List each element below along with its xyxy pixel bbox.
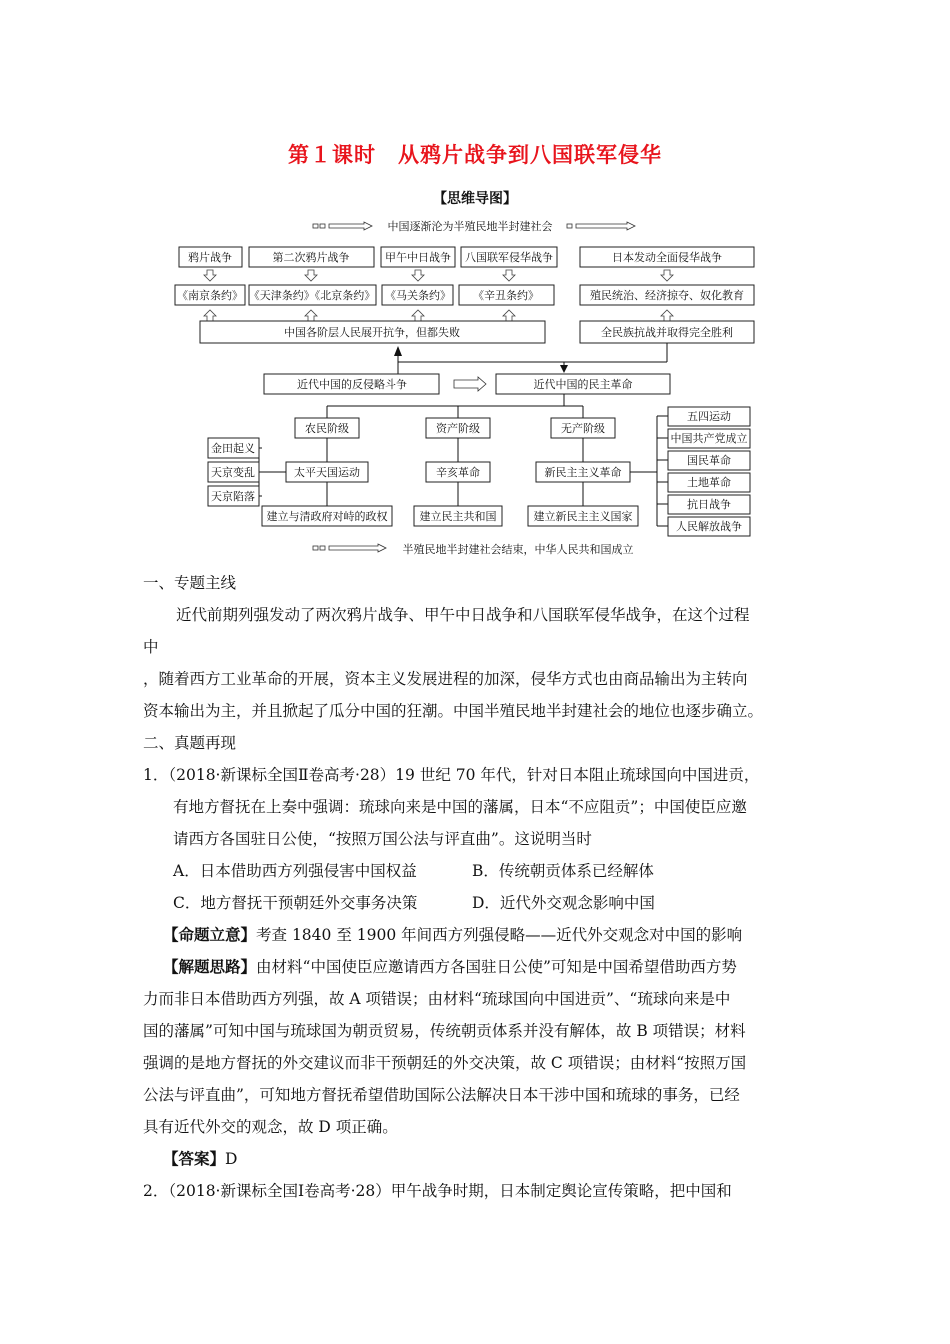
proletariat-event-2: 中国共产党成立 <box>670 432 748 445</box>
analysis-line: 国的藩属”可知中国与琉球国为朝贡贸易，传统朝贡体系并没有解体，故 B 项错误；材料 <box>143 1022 746 1040</box>
class-label-3: 无产阶级 <box>561 422 605 435</box>
question-2-line: 2．（2018·新课标全国Ⅰ卷高考·28）甲午战争时期，日本制定舆论宣传策略，把中国和 <box>143 1182 732 1200</box>
movement-label-2: 辛亥革命 <box>436 466 480 479</box>
revolution-label: 近代中国的民主革命 <box>533 378 633 391</box>
option-b: B．传统朝贡体系已经解体 <box>472 862 654 880</box>
analysis-label: 【解题思路】 <box>163 957 257 976</box>
page-title: 第１课时 从鸦片战争到八国联军侵华 <box>288 143 662 167</box>
proletariat-event-1: 五四运动 <box>687 410 731 423</box>
analysis-line: 公法与评直曲”，可知地方督抚希望借助国际公法解决日本干涉中国和琉球的事务，已经 <box>143 1086 740 1104</box>
class-label-1: 农民阶级 <box>305 422 349 435</box>
treaty-label-2: 《天津条约》《北京条约》 <box>248 289 376 302</box>
question-1-line: 1．（2018·新课标全国Ⅱ卷高考·28）19 世纪 70 年代，针对日本阻止琉球国向中国进贡， <box>143 766 760 784</box>
resistance-label: 中国各阶层人民展开抗争，但都失败 <box>284 326 460 339</box>
proletariat-event-6: 人民解放战争 <box>676 520 742 533</box>
war-boxes <box>179 247 754 267</box>
question-1-line: 请西方各国驻日公使，“按照万国公法与评直曲”。这说明当时 <box>173 830 592 848</box>
up-arrows <box>204 310 673 321</box>
intent-label: 【命题立意】 <box>163 925 257 944</box>
analysis-line: 力而非日本借助西方列强，故 A 项错误；由材料“琉球国向中国进贡”、“琉球向来是中 <box>143 990 731 1008</box>
top-banner-text: 中国逐渐沦为半殖民地半封建社会 <box>387 220 553 233</box>
peasant-event-1: 金田起义 <box>211 442 255 455</box>
section-heading-2: 二、真题再现 <box>143 734 237 752</box>
option-d: D．近代外交观念影响中国 <box>472 894 655 912</box>
para-line: 中 <box>143 638 159 656</box>
treaty-label-4: 《辛丑条约》 <box>473 289 539 302</box>
treaty-label-1: 《南京条约》 <box>177 289 243 302</box>
option-row <box>143 855 843 887</box>
movement-label-3: 新民主主义革命 <box>544 466 622 479</box>
answer-label: 【答案】 <box>163 1149 226 1168</box>
analysis-line: 强调的是地方督抚的外交建议而非干预朝廷的外交决策，故 C 项错误；由材料“按照万国 <box>143 1054 747 1072</box>
result-label-1: 建立与清政府对峙的政权 <box>266 510 388 523</box>
para-line: ，随着西方工业革命的开展，资本主义发展进程的加深，侵华方式也由商品输出为主转向 <box>143 670 748 688</box>
intent-text: 考查 1840 至 1900 年间西方列强侵略——近代外交观念对中国的影响 <box>256 926 743 944</box>
movement-label-1: 太平天国运动 <box>294 466 360 479</box>
result-label-2: 建立民主共和国 <box>419 510 497 523</box>
war-label-2: 第二次鸦片战争 <box>272 251 350 264</box>
war-label-1: 鸦片战争 <box>188 251 232 264</box>
down-arrows <box>204 270 673 281</box>
war-label-4: 八国联军侵华战争 <box>465 251 553 264</box>
para-line: 近代前期列强发动了两次鸦片战争、甲午中日战争和八国联军侵华战争，在这个过程 <box>176 606 750 624</box>
peasant-event-3: 天京陷落 <box>211 490 255 503</box>
top-banner <box>313 219 635 233</box>
analysis-line: 具有近代外交的观念，故 D 项正确。 <box>143 1118 398 1136</box>
struggle-label: 近代中国的反侵略斗争 <box>297 378 407 391</box>
proletariat-event-4: 土地革命 <box>687 476 731 489</box>
bottom-banner-text: 半殖民地半封建社会结束，中华人民共和国成立 <box>402 543 634 556</box>
analysis-line <box>143 951 833 983</box>
answer-text: D <box>225 1150 238 1168</box>
option-c: C．地方督抚干预朝廷外交事务决策 <box>173 894 418 912</box>
victory-label: 全民族抗战并取得完全胜利 <box>601 326 733 339</box>
treaty-boxes <box>175 285 754 305</box>
result-label-3: 建立新民主主义国家 <box>533 510 633 523</box>
proletariat-event-3: 国民革命 <box>687 454 731 467</box>
option-row <box>143 887 843 919</box>
japan-rule-label: 殖民统治、经济掠夺、奴化教育 <box>590 289 744 302</box>
mindmap-heading: 【思维导图】 <box>433 191 517 207</box>
peasant-event-2: 天京变乱 <box>211 466 255 479</box>
intent-line <box>143 919 833 951</box>
para-line: 资本输出为主，并且掀起了瓜分中国的狂潮。中国半殖民地半封建社会的地位也逐步确立。 <box>143 702 764 720</box>
war-label-3: 甲午中日战争 <box>385 251 451 264</box>
treaty-label-3: 《马关条约》 <box>385 289 451 302</box>
option-a: A．日本借助西方列强侵害中国权益 <box>173 862 417 880</box>
section-heading-1: 一、专题主线 <box>143 574 237 592</box>
analysis-text: 由材料“中国使臣应邀请西方各国驻日公使”可知是中国希望借助西方势 <box>256 958 737 976</box>
right-arrow <box>454 377 486 391</box>
class-tree <box>327 394 583 418</box>
proletariat-event-5: 抗日战争 <box>687 498 731 511</box>
bottom-banner <box>313 542 634 556</box>
question-1-line: 有地方督抚在上奏中强调：琉球向来是中国的藩属，日本“不应阻贡”；中国使臣应邀 <box>173 798 747 816</box>
japan-war-label: 日本发动全面侵华战争 <box>612 251 722 264</box>
answer-line <box>143 1143 833 1175</box>
class-label-2: 资产阶级 <box>436 422 480 435</box>
peasant-bracket <box>259 448 286 496</box>
